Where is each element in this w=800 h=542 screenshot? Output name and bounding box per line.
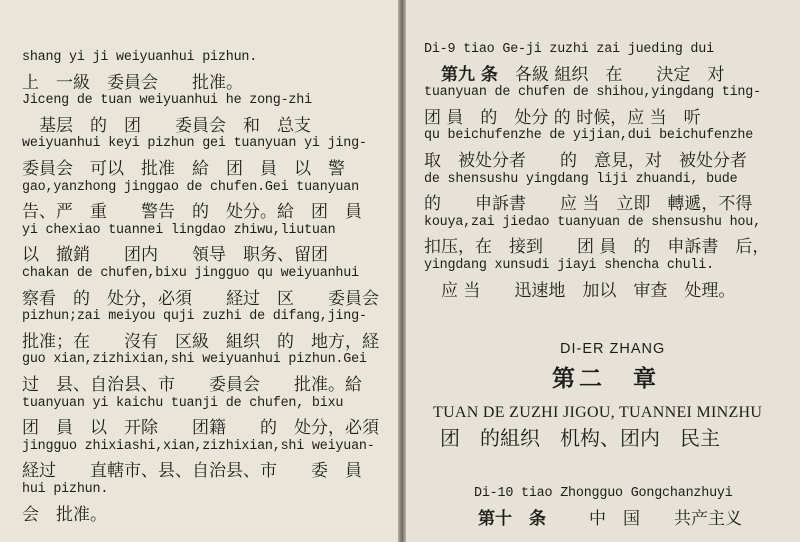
hanzi-line: 上 一級 委員会 批准。 bbox=[22, 72, 243, 93]
pinyin-line: gao,yanzhong jinggao de chufen.Gei tuanyuan bbox=[22, 179, 359, 195]
hanzi-line: 扣压，在 接到 团 員 的 申訴書 后， bbox=[424, 237, 770, 258]
pinyin-line: de shensushu yingdang liji zhuandi, bude bbox=[424, 171, 738, 187]
right-page bbox=[406, 0, 800, 542]
book-gutter bbox=[398, 0, 406, 542]
hanzi-line: 团 員 的 处分 的 时候，应 当 听 bbox=[424, 107, 701, 128]
hanzi-line: 経过 直轄市、县、自治县、市 委 員 bbox=[22, 461, 362, 482]
pinyin-line: weiyuanhui keyi pizhun gei tuanyuan yi jing- bbox=[22, 136, 367, 152]
article-9-label: 第九 条 bbox=[441, 64, 498, 85]
hanzi-line: 的 申訴書 应 当 立即 轉遞，不得 bbox=[424, 194, 753, 215]
pinyin-line: Jiceng de tuan weiyuanhui he zong-zhi bbox=[22, 93, 312, 109]
hanzi-line: 告、严 重 警告 的 处分。給 团 員 bbox=[22, 202, 362, 223]
pinyin-line: tuanyuan yi kaichu tuanji de chufen, bixu bbox=[22, 395, 344, 411]
hanzi-line: 取 被处分者 的 意見，对 被处分者 bbox=[424, 151, 747, 171]
hanzi-line: 察看 的 处分，必須 経过 区 委員会 bbox=[22, 288, 379, 309]
hanzi-line: 会 批准。 bbox=[22, 504, 107, 525]
hanzi-line: 团 員 以 开除 团籍 的 处分，必須 bbox=[22, 418, 379, 439]
pinyin-line: jingguo zhixiashi,xian,zizhixian,shi weiyuan- bbox=[22, 438, 375, 454]
pinyin-line: pizhun;zai meiyou quji zuzhi de difang,jing- bbox=[22, 309, 367, 325]
pinyin-line: kouya,zai jiedao tuanyuan de shensushu hou, bbox=[424, 214, 761, 230]
hanzi-line: 以 撤銷 团内 領导 职务、留团 bbox=[22, 245, 328, 266]
hanzi-line: 应 当 迅速地 加以 审查 处理。 bbox=[424, 280, 736, 301]
pinyin-line: hui pizhun. bbox=[22, 482, 109, 497]
pinyin-line: tuanyuan de chufen de shihou,yingdang ting- bbox=[424, 85, 761, 101]
chapter-number-pinyin: DI-ER ZHANG bbox=[560, 341, 666, 357]
article-10-label: 第十 条 bbox=[478, 509, 546, 529]
hanzi-line: 基层 的 团 委員会 和 总支 bbox=[22, 115, 311, 136]
hanzi-line: 委員会 可以 批准 給 团 員 以 警 bbox=[22, 159, 345, 179]
pinyin-line: chakan de chufen,bixu jingguo qu weiyuanhui bbox=[22, 266, 359, 281]
pinyin-line: Di-9 tiao Ge-ji zuzhi zai jueding dui bbox=[424, 42, 714, 57]
article-10-hanzi: 中 国 共产主义 bbox=[589, 509, 742, 529]
pinyin-line: guo xian,zizhixian,shi weiyuanhui pizhun.Gei bbox=[22, 352, 367, 368]
hanzi-line: 过 县、自治县、市 委員会 批准。給 bbox=[22, 375, 362, 395]
pinyin-line: yingdang xunsudi jiayi shencha chuli. bbox=[424, 258, 714, 273]
hanzi-line: 批准；在 沒有 区級 組织 的 地方，経 bbox=[22, 331, 379, 352]
article-10-pinyin: Di-10 tiao Zhongguo Gongchanzhuyi bbox=[474, 486, 733, 501]
pinyin-line: shang yi ji weiyuanhui pizhun. bbox=[22, 50, 258, 65]
chapter-subtitle-hanzi: 团 的組织 机构、团内 民主 bbox=[440, 426, 720, 450]
pinyin-line: yi chexiao tuannei lingdao zhiwu,liutuan bbox=[22, 222, 336, 238]
chapter-subtitle-pinyin: TUAN DE ZUZHI JIGOU, TUANNEI MINZHU bbox=[433, 404, 763, 421]
left-page bbox=[0, 0, 398, 542]
chapter-title: 第二 章 bbox=[552, 366, 660, 392]
pinyin-line: qu beichufenzhe de yijian,dui beichufenzhe bbox=[424, 128, 754, 144]
hanzi-line: 第九 条 各級 組织 在 決定 对 bbox=[441, 64, 725, 85]
